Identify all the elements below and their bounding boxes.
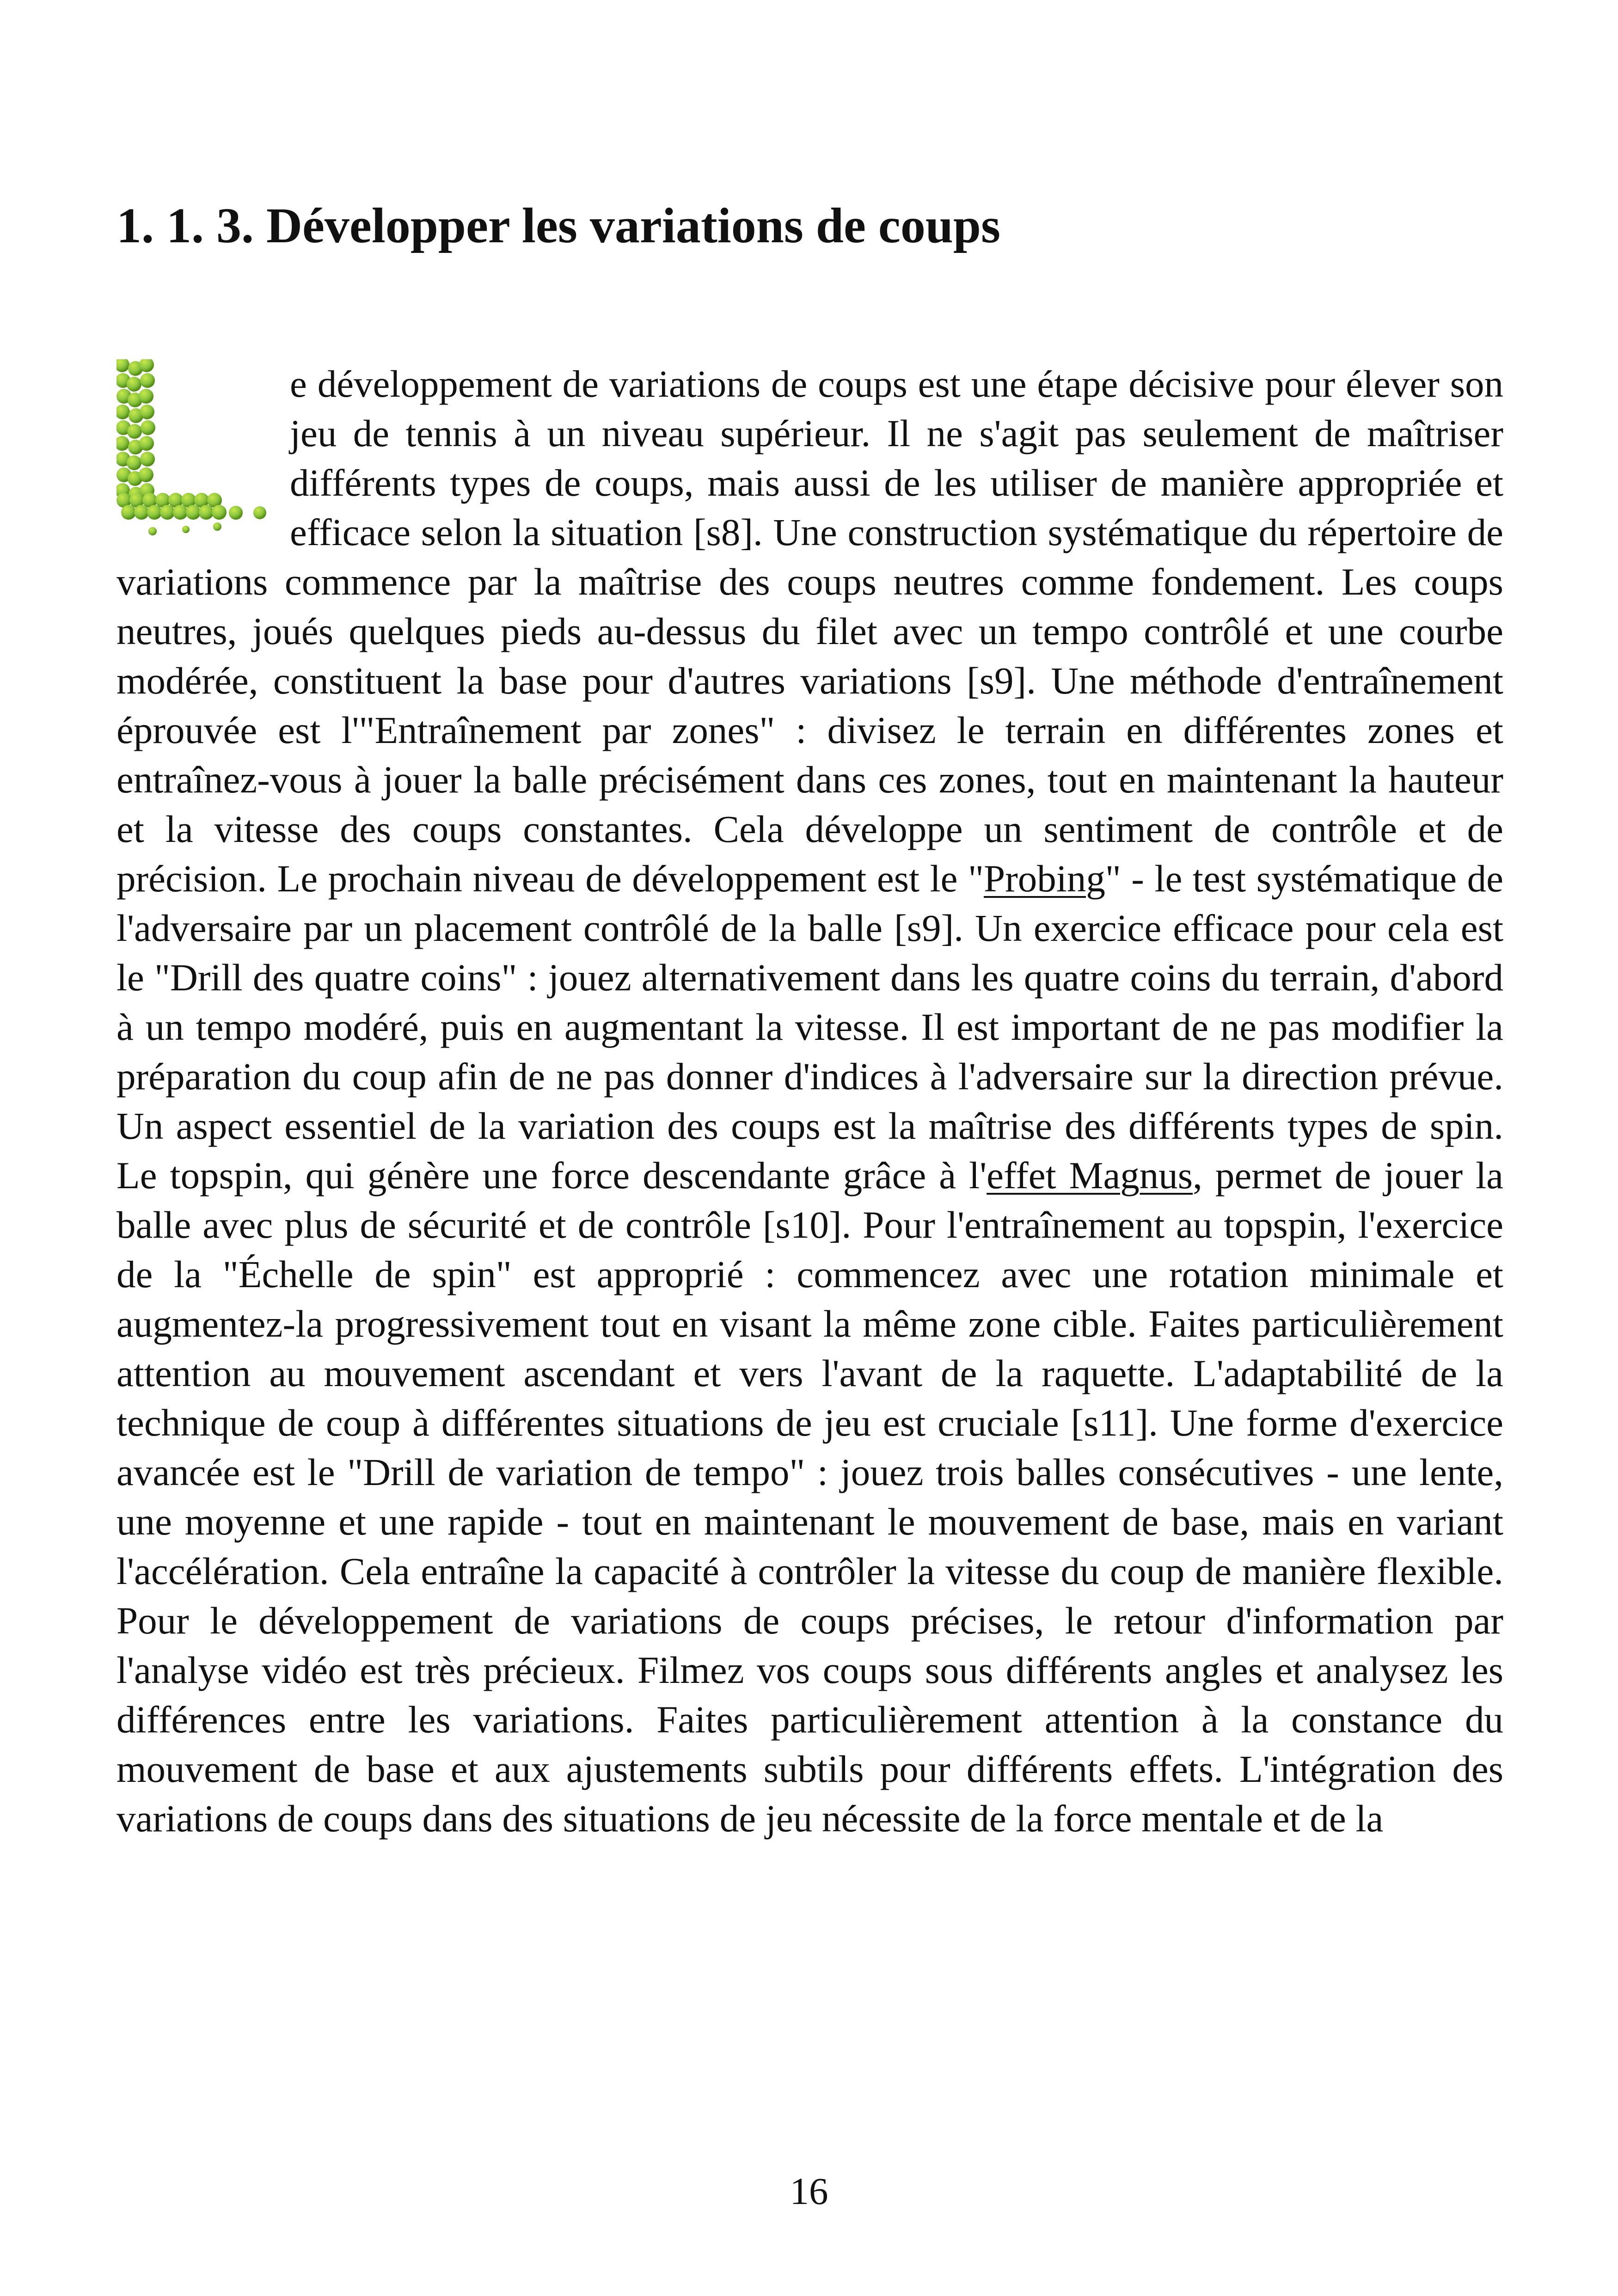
tennis-ball-icon [134,505,149,520]
tennis-ball-letter-l-icon [116,359,281,557]
tennis-ball-icon [121,505,136,520]
tennis-ball-icon [147,505,162,520]
tennis-ball-icon [139,467,153,482]
tennis-ball-icon [116,405,130,419]
tennis-ball-icon [148,527,157,535]
tennis-ball-icon [182,526,190,533]
effet-magnus-link[interactable]: effet Magnus [987,1154,1193,1197]
section-heading: 1. 1. 3. Développer les variations de coups [116,198,1000,253]
body-text-segment-1: e développement de variations de coups est une étape décisive pour élever son jeu de tennis à un niveau supérieur. Il ne s'agit pas seulement de maîtriser différents types de coups, mais aussi de les utiliser de manière appropriée et efficace selon la situation [s8]. Une construction systématique du répertoire de variations commence par la maîtrise des coups neutres comme fondement. Les coups neutres, joués quelques pieds au-dessus du filet avec un tempo contrôlé et une courbe modérée, constituent la base pour d'autres variations [s9]. Une méthode d'entraînement éprouvée est l'"Entraînement par zones" : divisez le terrain en différentes zones et entraînez-vous à jouer la balle précisément dans ces zones, tout en maintenant la hauteur et la vitesse des coups constantes. Cela développe un sentiment de contrôle et de précision. Le prochain niveau de développement est le " [116,362,1503,900]
page-number: 16 [790,2170,828,2212]
tennis-ball-icon [229,506,243,520]
tennis-ball-icon [139,436,154,451]
body-text-segment-3: , permet de jouer la balle avec plus de sécurité et de contrôle [s10]. Pour l'entraînement au topspin, l'exercice de la "Échelle de spin" est approprié : commencez avec une rotation minimale et augmentez-la progressivement tout en visant la même zone cible. Faites particulièrement attention au mouvement ascendant et vers l'avant de la raquette. L'adaptabilité de la technique de coup à différentes situations de jeu est cruciale [s11]. Une forme d'exercice avancée est le "Drill de variation de tempo" : jouez trois balles consécutives - une lente, une moyenne et une rapide - tout en maintenant le mouvement de base, mais en variant l'accélération. Cela entraîne la capacité à contrôler la vitesse du coup de manière flexible. Pour le développement de variations de coups précises, le retour d'information par l'analyse vidéo est très précieux. Filmez vos coups sous différents angles et analysez les différences entre les variations. Faites particulièrement attention à la constance du mouvement de base et aux ajustements subtils pour différents effets. L'intégration des variations de coups dans des situations de jeu nécessite de la force mentale et de la [116,1154,1504,1840]
tennis-ball-icon [253,506,266,519]
body-paragraph [116,359,1503,1843]
tennis-ball-icon [186,505,201,520]
tennis-ball-icon [127,455,141,470]
tennis-ball-icon [199,505,214,520]
tennis-ball-icon [140,405,154,419]
dropcap-tennis-ball-l-icon [116,359,281,557]
tennis-ball-icon [141,420,155,435]
tennis-ball-icon [213,522,221,531]
tennis-ball-icon [140,373,155,388]
tennis-ball-icon [140,452,155,467]
tennis-ball-icon [127,424,142,439]
tennis-ball-icon [212,505,227,520]
tennis-ball-icon [116,436,129,451]
tennis-ball-icon [116,359,129,372]
probing-link[interactable]: Probing [983,857,1105,900]
tennis-ball-icon [127,377,141,392]
tennis-ball-icon [160,505,175,520]
tennis-ball-icon [139,389,153,404]
body-text-segment-2: " - le test systématique de l'adversaire par un placement contrôlé de la balle [s9]. Un exercice efficace pour cela est le "Drill des quatre coins" : jouez alternativement dans les quatre coins du terrain, d'abord à un tempo modéré, puis en augmentant la vitesse. Il est important de ne pas modifier la préparation du coup afin de ne pas donner d'indices à l'adversaire sur la direction prévue. Un aspect essentiel de la variation des coups est la maîtrise des différents types de spin. Le topspin, qui génère une force descendante grâce à l' [116,857,1503,1197]
tennis-ball-icon [173,505,188,520]
